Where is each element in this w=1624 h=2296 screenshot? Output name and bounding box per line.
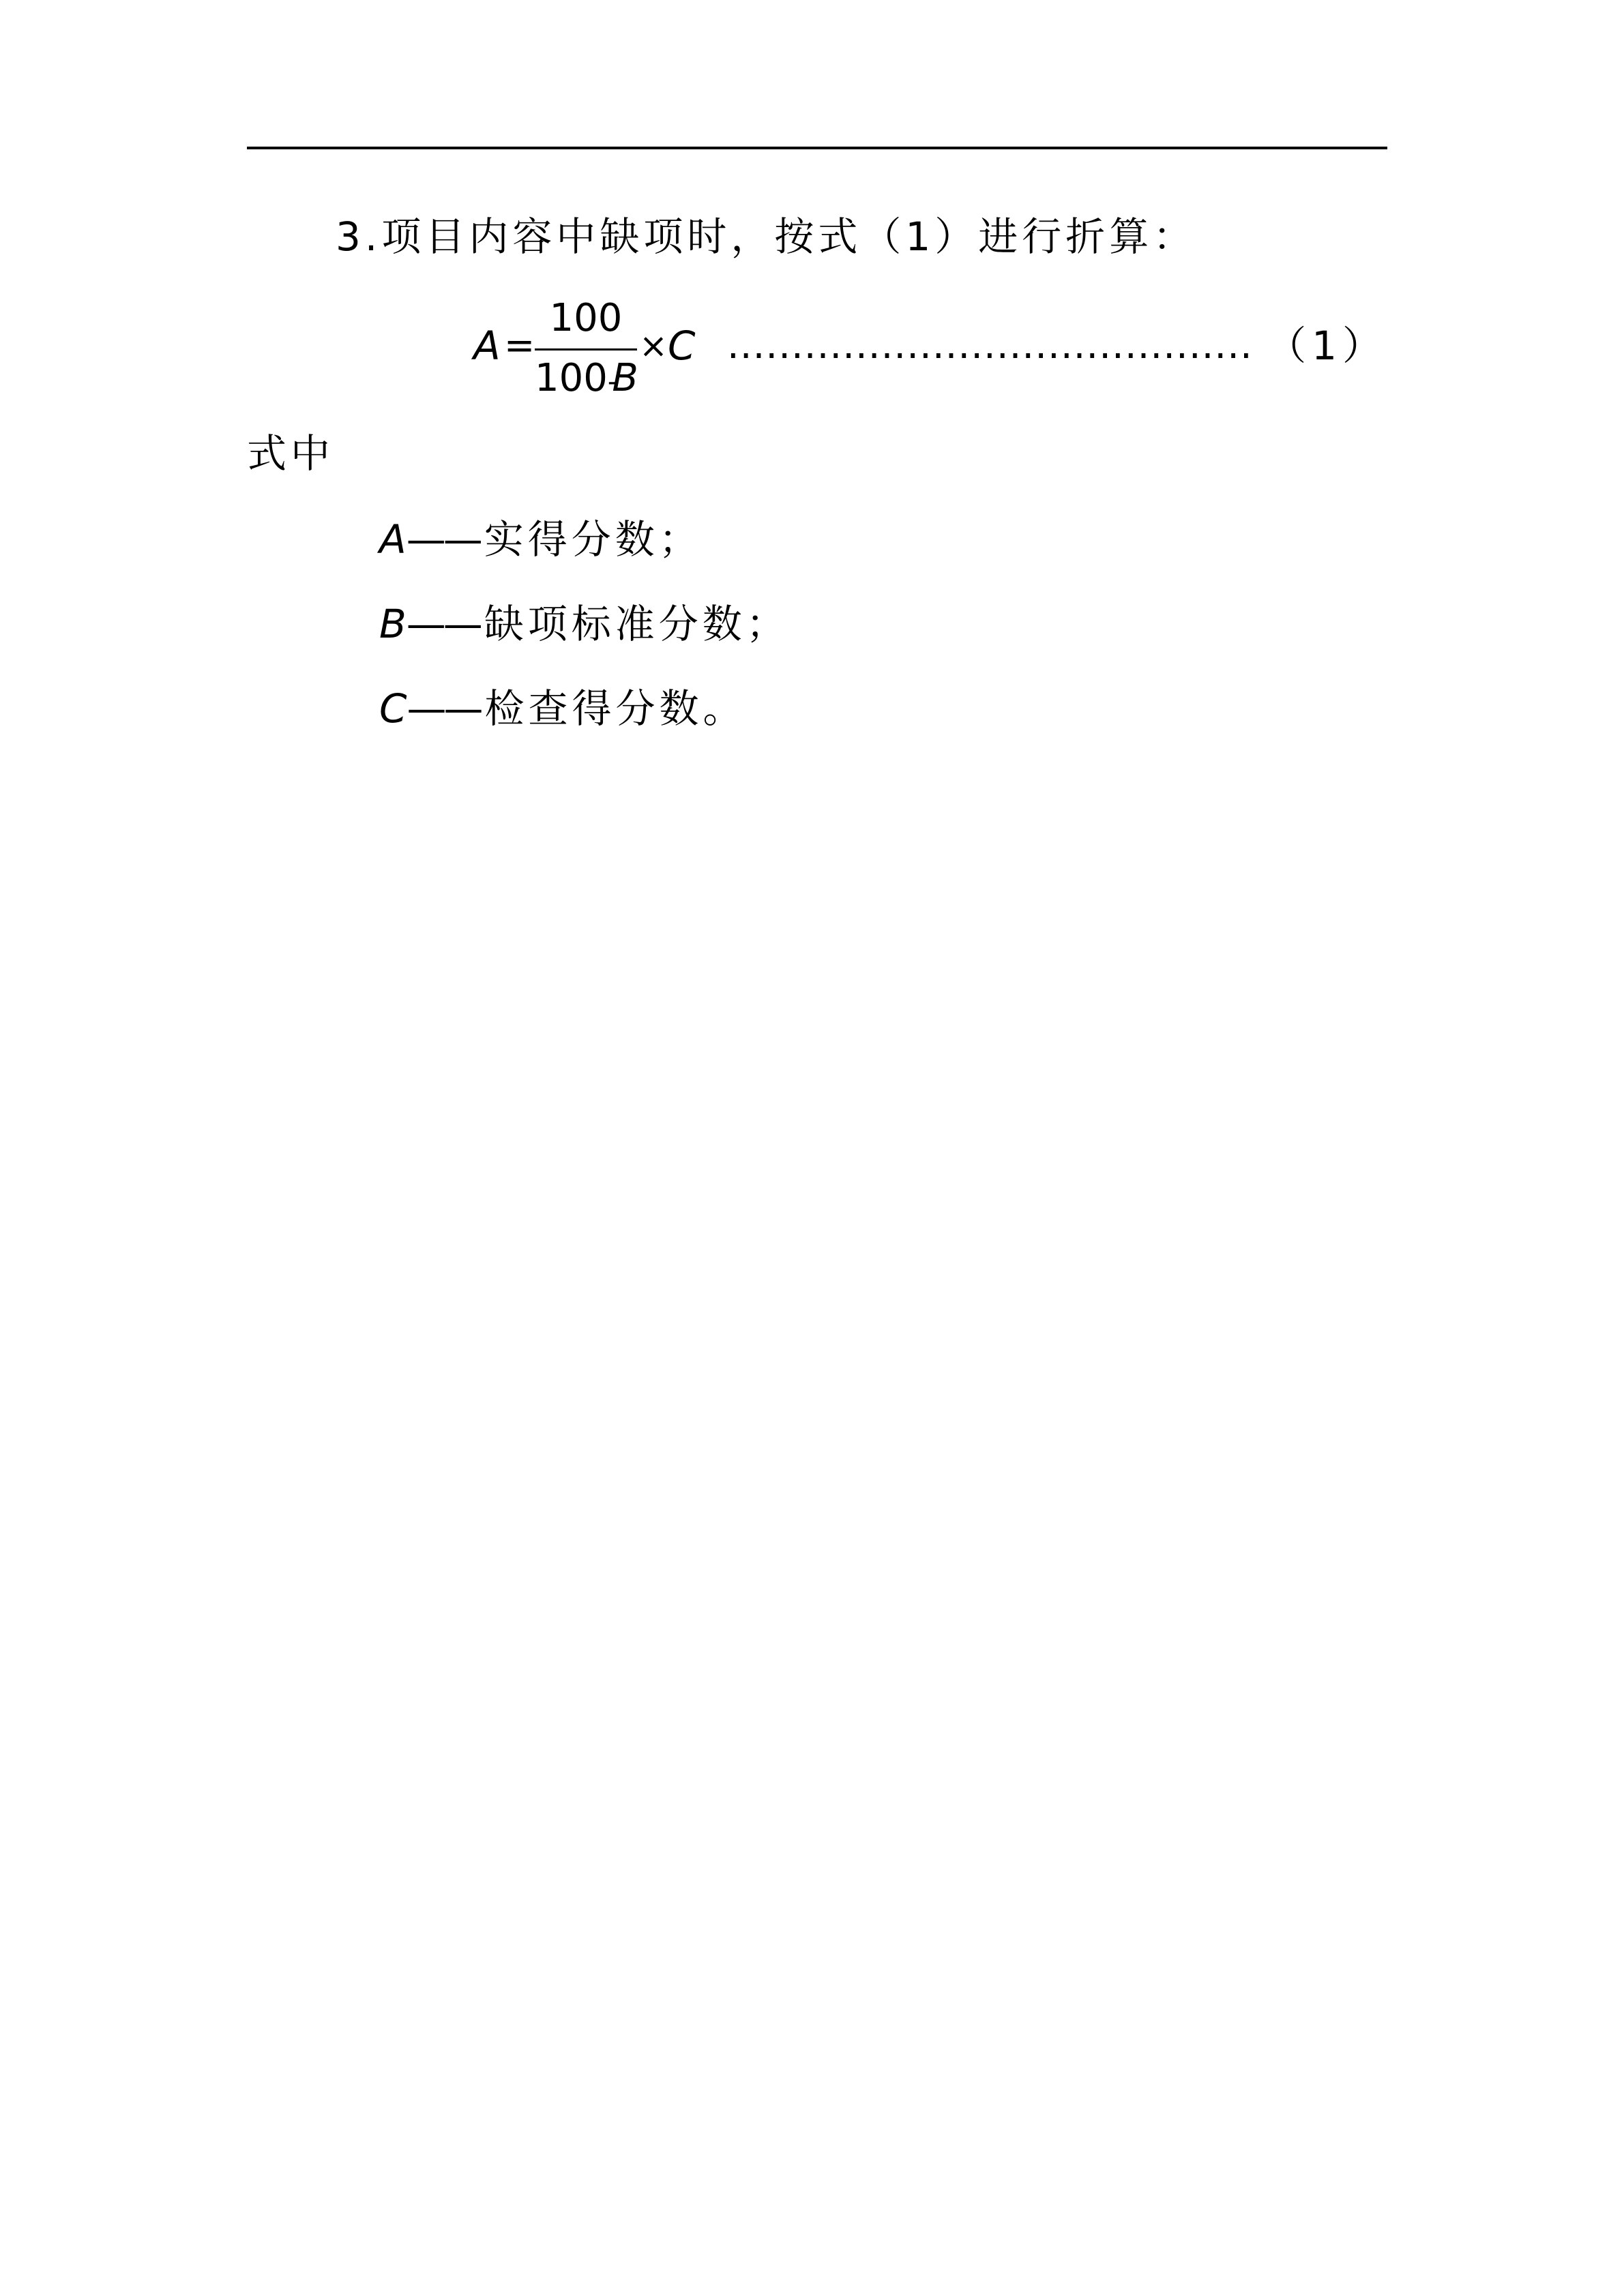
formula-rhs-variable: C — [668, 323, 696, 369]
formula-equals-sign: = — [504, 324, 535, 367]
definition-text: 实得分数； — [484, 516, 703, 563]
definition-symbol: B — [379, 601, 407, 647]
formula-equation-number: （1） — [1267, 323, 1387, 369]
definition-dash: —— — [407, 685, 481, 732]
definition-a — [379, 516, 703, 563]
definition-dash: —— — [406, 601, 480, 647]
definition-b — [379, 600, 790, 648]
definition-symbol: C — [379, 685, 407, 732]
formula-leader-dots: ......................................... — [727, 323, 1253, 368]
formula-denominator-variable: B — [612, 356, 638, 400]
formula-lhs-variable: A — [473, 323, 501, 369]
formula-denominator-number: 100 — [535, 356, 608, 400]
definition-c — [379, 685, 747, 732]
definition-text: 检查得分数。 — [484, 685, 747, 732]
formula-numerator: 100 — [549, 296, 623, 340]
definition-text: 缺项标准分数； — [484, 601, 790, 647]
paragraph-item-3: 3.项目内容中缺项时，按式（1）进行折算： — [336, 213, 1197, 260]
definition-symbol: A — [379, 516, 407, 563]
header-rule — [247, 147, 1387, 149]
where-label: 式中 — [247, 430, 335, 477]
definition-dash: —— — [406, 516, 480, 563]
formula-times-sign: × — [639, 326, 668, 366]
formula-denominator — [535, 356, 637, 404]
formula-fraction-bar — [535, 348, 637, 351]
formula-denominator-minus: - — [607, 366, 612, 398]
formula-1 — [473, 293, 1387, 409]
formula-fraction — [535, 293, 637, 409]
